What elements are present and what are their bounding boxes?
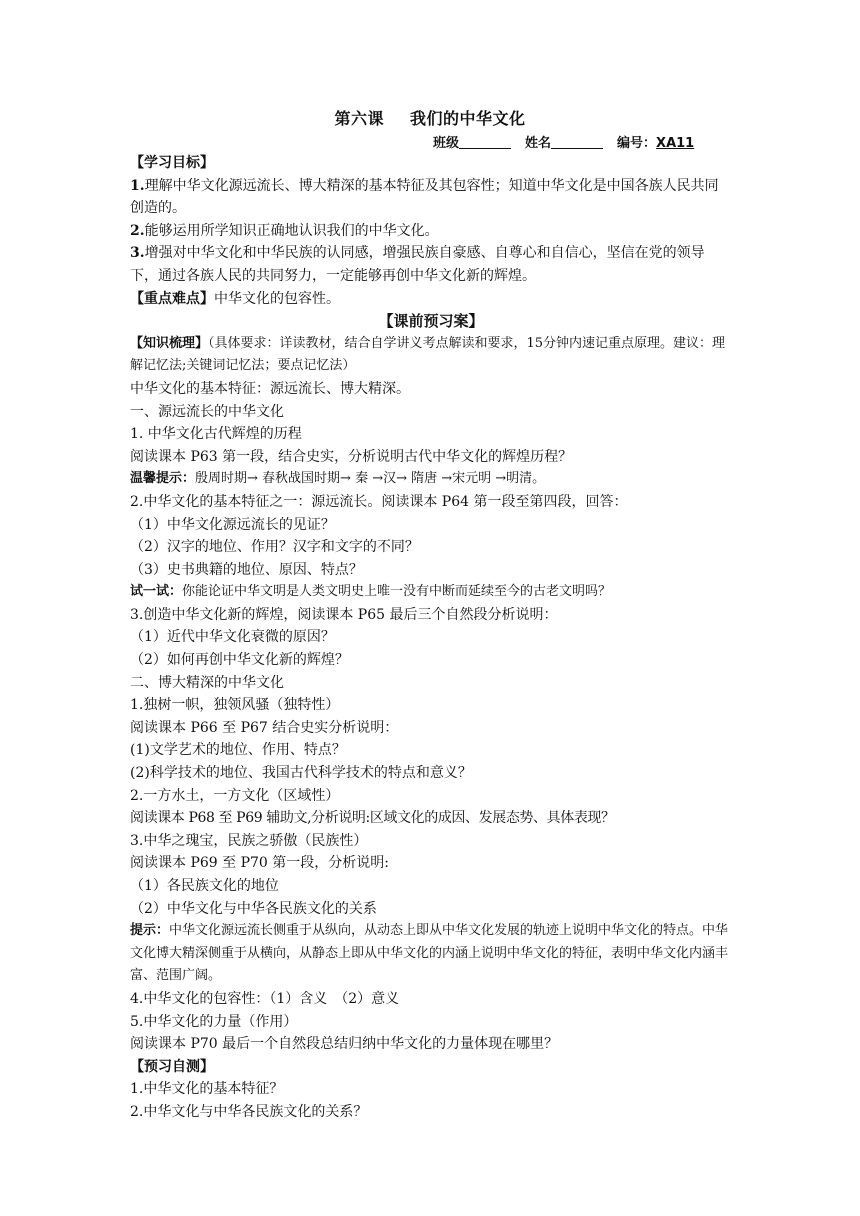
key-points-heading: 【重点难点】	[130, 290, 214, 307]
text-line: 阅读课本 P69 至 P70 第一段，分析说明:	[130, 855, 389, 872]
objective-item: 2.能够运用所学知识正确地认识我们的中华文化。	[130, 222, 439, 239]
class-label: 班级	[433, 136, 460, 151]
hint-text: 中华文化源远流长侧重于从纵向，从动态上即从中华文化发展的轨迹上说明中华文化的特点。中华文化博大精深侧重于从横向，从静态上即从中华文化的内涵上说明中华文化的特征，表明中华文化内涵丰富、范围广阔。	[130, 923, 729, 984]
code-label: 编号：	[617, 136, 657, 151]
text-line: (2)科学技术的地位、我国古代科学技术的特点和意义？	[130, 765, 472, 782]
try-label: 试一试：	[130, 584, 183, 600]
text-line: （1）近代中华文化衰微的原因？	[130, 629, 335, 646]
text-line: 5.中华文化的力量（作用）	[130, 1013, 298, 1030]
text-line: 一、源远流长的中华文化	[130, 403, 284, 420]
name-label: 姓名	[525, 136, 552, 151]
worksheet-body	[130, 152, 732, 1124]
self-test-item: 2.中华文化与中华各民族文化的关系？	[130, 1103, 368, 1120]
hint-label: 提示：	[130, 923, 170, 939]
text-line: 1.独树一帜，独领风骚（独特性）	[130, 697, 340, 714]
page-title	[0, 106, 860, 129]
knowledge-sort	[130, 333, 732, 378]
objectives-heading: 【学习目标】	[130, 155, 214, 171]
text-line: 3.中华之瑰宝，民族之骄傲（民族性）	[130, 832, 368, 849]
text-line: （2）中华文化与中华各民族文化的关系	[130, 900, 377, 917]
text-line: （2）如何再创中华文化新的辉煌？	[130, 652, 349, 669]
objective-item: 3.增强对中华文化和中华民族的认同感，增强民族自豪感、自尊心和自信心，坚信在党的领导下，通过各族人民的共同努力，一定能够再创中华文化新的辉煌。	[130, 245, 705, 284]
lesson-number: 第六课	[334, 109, 384, 128]
try-text: 你能论证中华文明是人类文明史上唯一没有中断而延续至今的古老文明吗？	[182, 584, 612, 600]
try-line	[130, 581, 732, 604]
key-points-text: 中华文化的包容性。	[214, 290, 340, 307]
class-blank	[459, 135, 511, 149]
text-line: 2.中华文化的基本特征之一：源远流长。阅读课本 P64 第一段至第四段，回答：	[130, 493, 628, 510]
text-line: 中华文化的基本特征：源远流长、博大精深。	[130, 380, 410, 397]
code-value: XA11	[656, 136, 695, 151]
text-line: 阅读课本 P68 至 P69 辅助文,分析说明:区域文化的成因、发展态势、具体表现？	[130, 810, 615, 827]
tip-text: 殷周时期→ 春秋战国时期→ 秦 →汉→ 隋唐 →宋元明 →明清。	[195, 471, 546, 487]
text-line: 阅读课本 P63 第一段，结合史实，分析说明古代中华文化的辉煌历程？	[130, 448, 573, 465]
key-points	[130, 288, 732, 311]
text-line: 阅读课本 P70 最后一个自然段总结归纳中华文化的力量体现在哪里？	[130, 1036, 559, 1053]
knowledge-sort-heading: 【知识梳理】	[130, 335, 209, 351]
text-line: （1）中华文化源远流长的见证？	[130, 516, 335, 533]
text-line: 1. 中华文化古代辉煌的历程	[130, 426, 302, 443]
student-info-line	[433, 132, 694, 151]
tip-label: 温馨提示：	[130, 471, 196, 487]
text-line: （1）各民族文化的地位	[130, 878, 279, 894]
lesson-title: 我们的中华文化	[410, 109, 526, 128]
text-line: 2.一方水土，一方文化（区域性）	[130, 787, 340, 804]
name-blank	[551, 135, 603, 149]
text-line: 4.中华文化的包容性：（1）含义 （2）意义	[130, 990, 400, 1007]
text-line: 阅读课本 P66 至 P67 结合史实分析说明：	[130, 719, 399, 736]
text-line: (1)文学艺术的地位、作用、特点？	[130, 742, 346, 759]
text-line: 3.创造中华文化新的辉煌，阅读课本 P65 最后三个自然段分析说明：	[130, 606, 558, 623]
self-test-item: 1.中华文化的基本特征？	[130, 1081, 284, 1098]
preview-heading: 【课前预习案】	[378, 312, 484, 331]
text-line: （3）史书典籍的地位、原因、特点？	[130, 561, 363, 578]
text-line: （2）汉字的地位、作用？汉字和文字的不同？	[130, 539, 419, 556]
knowledge-sort-requirement: （具体要求：详读教材，结合自学讲义考点解读和要求，15分钟内速记重点原理。建议：理解记忆法;关键词记忆法；要点记忆法）	[130, 335, 726, 374]
text-line: 二、博大精深的中华文化	[130, 674, 284, 691]
tip-line	[130, 468, 732, 491]
self-test-heading: 【预习自测】	[130, 1058, 214, 1075]
hint-paragraph	[130, 920, 732, 988]
objective-item: 1.理解中华文化源远流长、博大精深的基本特征及其包容性；知道中华文化是中国各族人民共同创造的。	[130, 177, 719, 217]
